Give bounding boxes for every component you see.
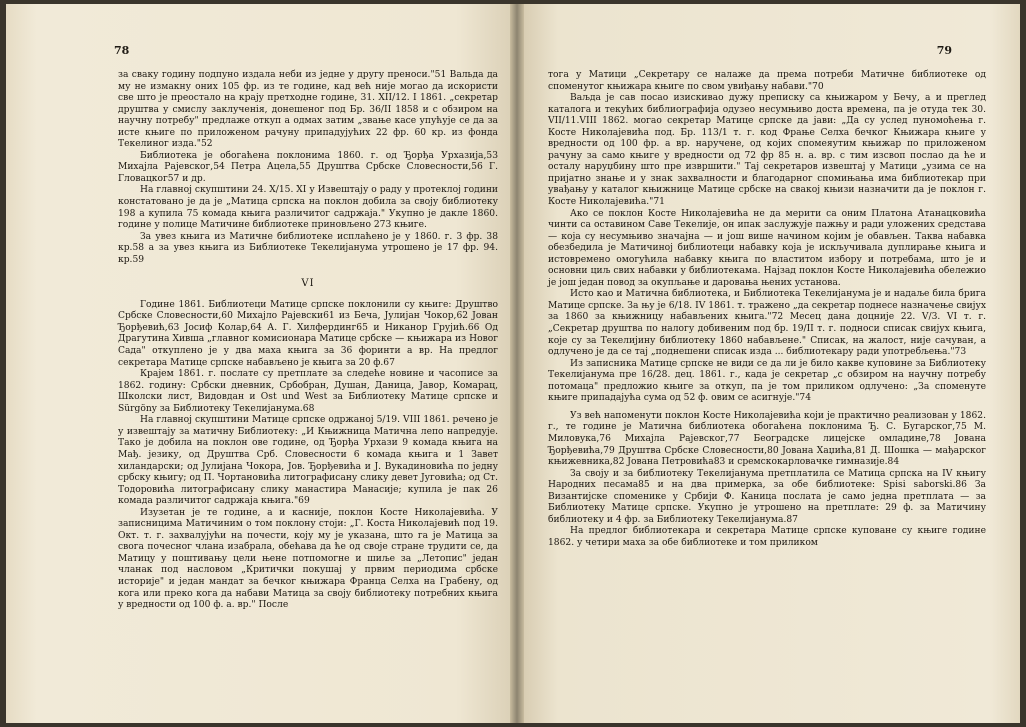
paragraph: На главној скупштини Матице српске одржаној 5/19. VIII 1861. речено је у извештају за матичну Библиотеку: „И Књижница Матична лепо напредује. Тако је добила на поклон ове године, од Ђорђа Урхази 9 комада књига на Мађ. језику, од Друштва Срб. Словесности 6 комада књига и 1 Завет хиландарски; од Јулијана Чокора, Јов. Ђорђевића и Ј. Вукадиновића по једну србску књигу; од П. Чортановића литографисану слику девет Југовића; од Ст. Тодоровића литографисану слику манастира Манасије; купила је пак 26 комада различитог садржаја књига."69	[118, 415, 498, 507]
left-page-body	[118, 70, 498, 612]
paragraph: На предлог библиотекара и секретара Матице српске куповане су књиге године 1862. у четири маха за обе библиотеке и том приликом	[548, 526, 986, 548]
paragraph: Изузетан је те године, а и касније, поклон Косте Николајевића. У записницима Матичиним о том поклону стоји: „Г. Коста Николајевић под 19. Окт. т. г. захвалујући на почести, коју му је указана, што га је Матица за свога почесног члана изабрала, обећава да ће од своје стране трудити се, да Матицу у поштивању цели њене потпомогне и шиље за „Летопис" један чланак под насловом „Критички покушај у првим периодима србске историје" и један мандат за бечког књижара Франца Селха на Грабену, од кога или преко кога да набави Матица за своју библиотеку потребних књига у вредности од 100 ф. а. вр." После	[118, 507, 498, 611]
paragraph: За своју и за библиотеку Текелијанума претплатила се Матица српска на IV књигу Народних песама85 и на два примерка, за обе библиотеке: Spisi saborski.86 За Византијске споменике у Србији Ф. Каница послата је само једна претплата — за Библиотеку Матице српске. Укупно је утрошено на претплате: 29 ф. за Матичину библиотеку и 4 фр. за Библиотеку Текелијанума.87	[548, 468, 986, 525]
section-heading: VI	[301, 278, 315, 290]
paragraph: Ако се поклон Косте Николајевића не да мерити са оним Платона Атанацковића чинти са оставином Саве Текелије, он ипак заслужује пажњу и ради уложених средстава — која су несумњиво значајна — и још више начином којим је обављен. Таква набавка обезбедила је Матичиној библиотеци набавку која је искључивала дуплирање књига и истовремено омогућила набавку књига по властитом избору и потребама, што је и основни циљ свих набавки у библиотекама. Најзад поклон Косте Николајевића обележио је још један повод за окупљање и даровања њених установа.	[548, 208, 986, 288]
paragraph: Библиотека је обогаћена поклонима 1860. г. од Ђорђа Урхазија,53 Михајла Рајевског,54 Петра Ацела,55 Друштва Србске Словесности,56 Г. Гловацког57 и др.	[118, 150, 498, 184]
left-page	[6, 4, 518, 723]
page-number-left: 78	[114, 44, 130, 57]
paragraph: Ваљда је сав посао изискивао дужу преписку са књижаром у Бечу, а и преглед каталога и текућих библиографија одузео несумњиво доста времена, па је отуда тек 30. VII/11.VIII 1862. могао секретар Матице српске да јави: „Да су услед пуномоћења г. Косте Николајевића под. Бр. 113/1 т. г. код Фрање Селха бечког Књижара књиге у вредности од 100 фр. а вр. наручене, од којих спомеяутим књижар по приложеном рачуну за само књиге у вредности од 72 фр 85 н. а. вр. с тим изсвоп послао да ће и осталу наруџбину што пре извршити." Тај секретаров извештај у Матици „узима се на пријатно знање и у знак захвалности и благодарног спомињања има библиотекар при увађању у каталог књижнице Матице србске на свакој књизи назначити да је поклон г. Косте Николајевића."71	[548, 93, 986, 208]
book-gutter	[510, 4, 524, 723]
paragraph: Крајем 1861. г. послате су претплате за следеће новине и часописе за 1862. годину: Србски дневник, Србобран, Душан, Даница, Јавор, Комарац, Школски лист, Видовдан и Ost und West за Библиотеку Матице српске и Sürgöny за Библиотеку Текелијанума.68	[118, 369, 498, 414]
paragraph: За увез књига из Матичне библиотеке исплаћено је у 1860. г. 3 фр. 38 кр.58 а за увез књига из Библиотеке Текелијанума утрошено је 17 фр. 94. кр.59	[118, 231, 498, 265]
paragraph: На главној скупштини 24. X/15. XI у Извештају о раду у протеклој години констатовано је да је „Матица српска на поклон добила за своју библиотеку 198 а купила 75 комада књига различитог садржаја." Укупно је дакле 1860. године у полице Матичине библиотеке приновљено 273 књиге.	[118, 185, 498, 231]
page-number-right: 79	[936, 44, 952, 57]
paragraph: за сваку годину подпуно издала неби из једне у другу преноси."51 Вальда да му не измакну оних 105 фр. из те године, кад већ није могао да искористи све што је преостало на крају претходне године, 31. XII/12. I 1861. „секретар друштва у смислу заклученія, донешеног под Бр. 36/II 1858 и с обзиром на научну потребу" предлаже откуп а одмах затим „звање касе упућује се да за исте књиге по приложеном рачуну припадујућих 22 фр. 60 кр. из фонда Текелиног изда."52	[118, 70, 498, 150]
paragraph: Из записника Матице српске не види се да ли је било какве куповине за Библиотеку Текелијанума пре 16/28. дец. 1861. г., када је секретар „с обзиром на научну потребу потомаца" предложио књиге за откуп, па је том приликом одлучено: „За споменуте књиге припадајућа сума од 52 ф. овим се асигнује."74	[548, 358, 986, 404]
paragraph: Исто као и Матична библиотека, и Библиотека Текелијанума је и надаље била брига Матице српске. За њу је 6/18. IV 1861. т. тражено „да секретар поднесе назначење свијух за 1860 за књижницу набављених књига."72 Месец дана доцније 22. V/3. VI т. г. „Секретар друштва по налогу добивеним под бр. 19/II т. г. подноси списак свијух књига, које су за Текелијину библиотеку 1860 набављене." Списак, на жалост, није сачуван, а одлучено је да се тај „поднешени списак изда ... библиотекару ради употребљења."73	[548, 289, 986, 358]
paragraph: тога у Матици „Секретару се налаже да према потреби Матичне библиотеке од споменутог књижара књиге по свом увиђању набави."70	[548, 70, 986, 92]
paragraph: Уз већ напоменути поклон Косте Николајевића који је практично реализован у 1862. г., те године је Матична библиотека обогаћена поклонима Ђ. С. Бугарског,75 М. Миловука,76 Михајла Рајевског,77 Београдске лицејске омладине,78 Јована Ђорђевића,79 Друштва Србске Словесности,80 Јована Хаџића,81 Д. Шошка — мађарског књижевника,82 Јована Петровића83 и сремскокарловачке гимназије.84	[548, 410, 986, 468]
right-page	[518, 4, 1020, 723]
right-page-body	[548, 70, 986, 549]
paragraph: Године 1861. Библиотеци Матице српске поклонили су књиге: Друштво Србске Словесности,60 Михајло Рајевски61 из Беча, Јулијан Чокор,62 Јован Ђорђевић,63 Јосиф Колар,64 А. Г. Хилфердинг65 и Никанор Грујић.66 Од Драгутина Хивша „главног комисионара Матице србске — књижара из Новог Сада" откуплено је у два маха књига за 36 форинти а вр. На предлог секретара Матице српске набављено је књига за 20 ф.67	[118, 299, 498, 368]
